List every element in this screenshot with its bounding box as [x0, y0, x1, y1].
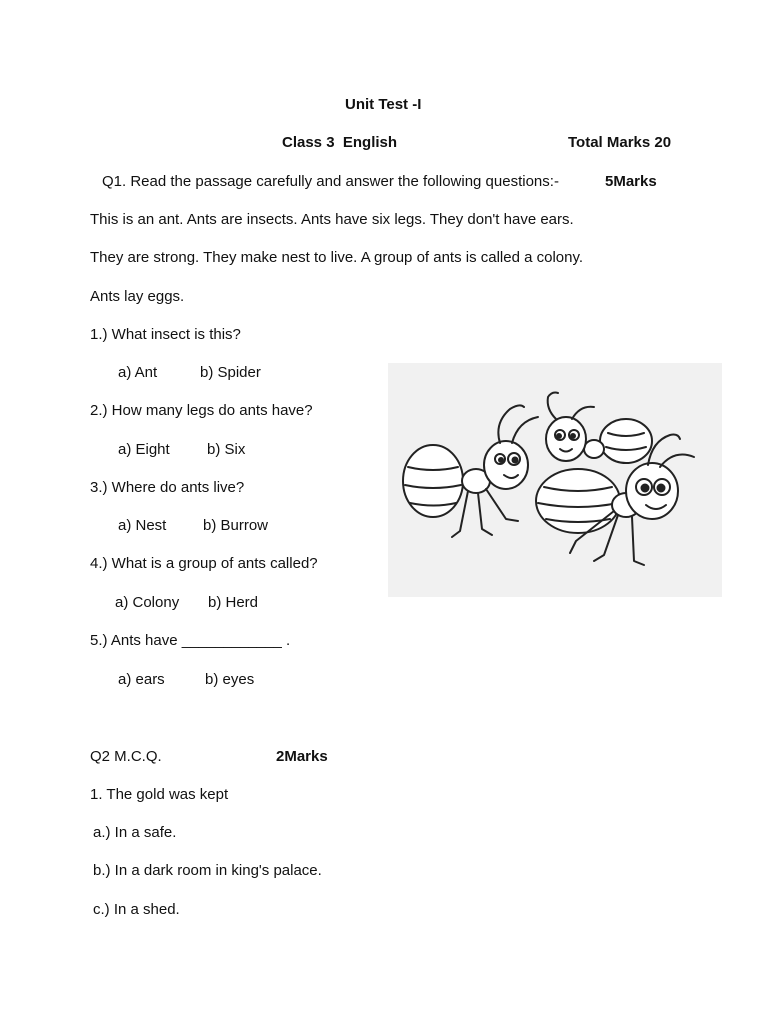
option-b: b) Six [207, 441, 246, 458]
option-b: b) Herd [208, 594, 259, 611]
question-4: 4.) What is a group of ants called? [90, 555, 318, 572]
option-a: a) ears [118, 671, 165, 688]
option-b: b) eyes [205, 671, 255, 688]
ant-icon [546, 393, 652, 464]
total-marks: Total Marks 20 [568, 134, 672, 151]
passage-line: They are strong. They make nest to live. A group of ants is called a colony. [90, 249, 584, 266]
option-b: b) Burrow [203, 517, 269, 534]
option-a: a) Colony [115, 594, 180, 611]
option-a: a) Ant [118, 364, 158, 381]
q2-question: 1. The gold was kept [90, 786, 229, 803]
passage-line: Ants lay eggs. [90, 288, 185, 305]
q2-option-b: b.) In a dark room in king's palace. [93, 862, 322, 879]
question-2: 2.) How many legs do ants have? [90, 402, 313, 419]
q1-prompt: Q1. Read the passage carefully and answer the following questions:- [102, 173, 559, 190]
question-1: 1.) What insect is this? [90, 326, 241, 343]
q2-marks: 2Marks [276, 748, 328, 765]
option-a: a) Eight [118, 441, 170, 458]
question-3: 3.) Where do ants live? [90, 479, 245, 496]
passage-line: This is an ant. Ants are insects. Ants have six legs. They don't have ears. [90, 211, 574, 228]
ant-icon [403, 405, 538, 537]
q2-option-c: c.) In a shed. [93, 901, 180, 918]
q1-marks: 5Marks [605, 173, 657, 190]
option-b: b) Spider [200, 364, 261, 381]
test-title: Unit Test -I [345, 96, 422, 113]
q2-option-a: a.) In a safe. [93, 824, 177, 841]
class-subject: Class 3 English [282, 134, 398, 151]
question-5: 5.) Ants have ____________ . [90, 632, 291, 649]
option-a: a) Nest [118, 517, 167, 534]
q2-prompt: Q2 M.C.Q. [90, 748, 162, 765]
ants-illustration [388, 363, 722, 597]
